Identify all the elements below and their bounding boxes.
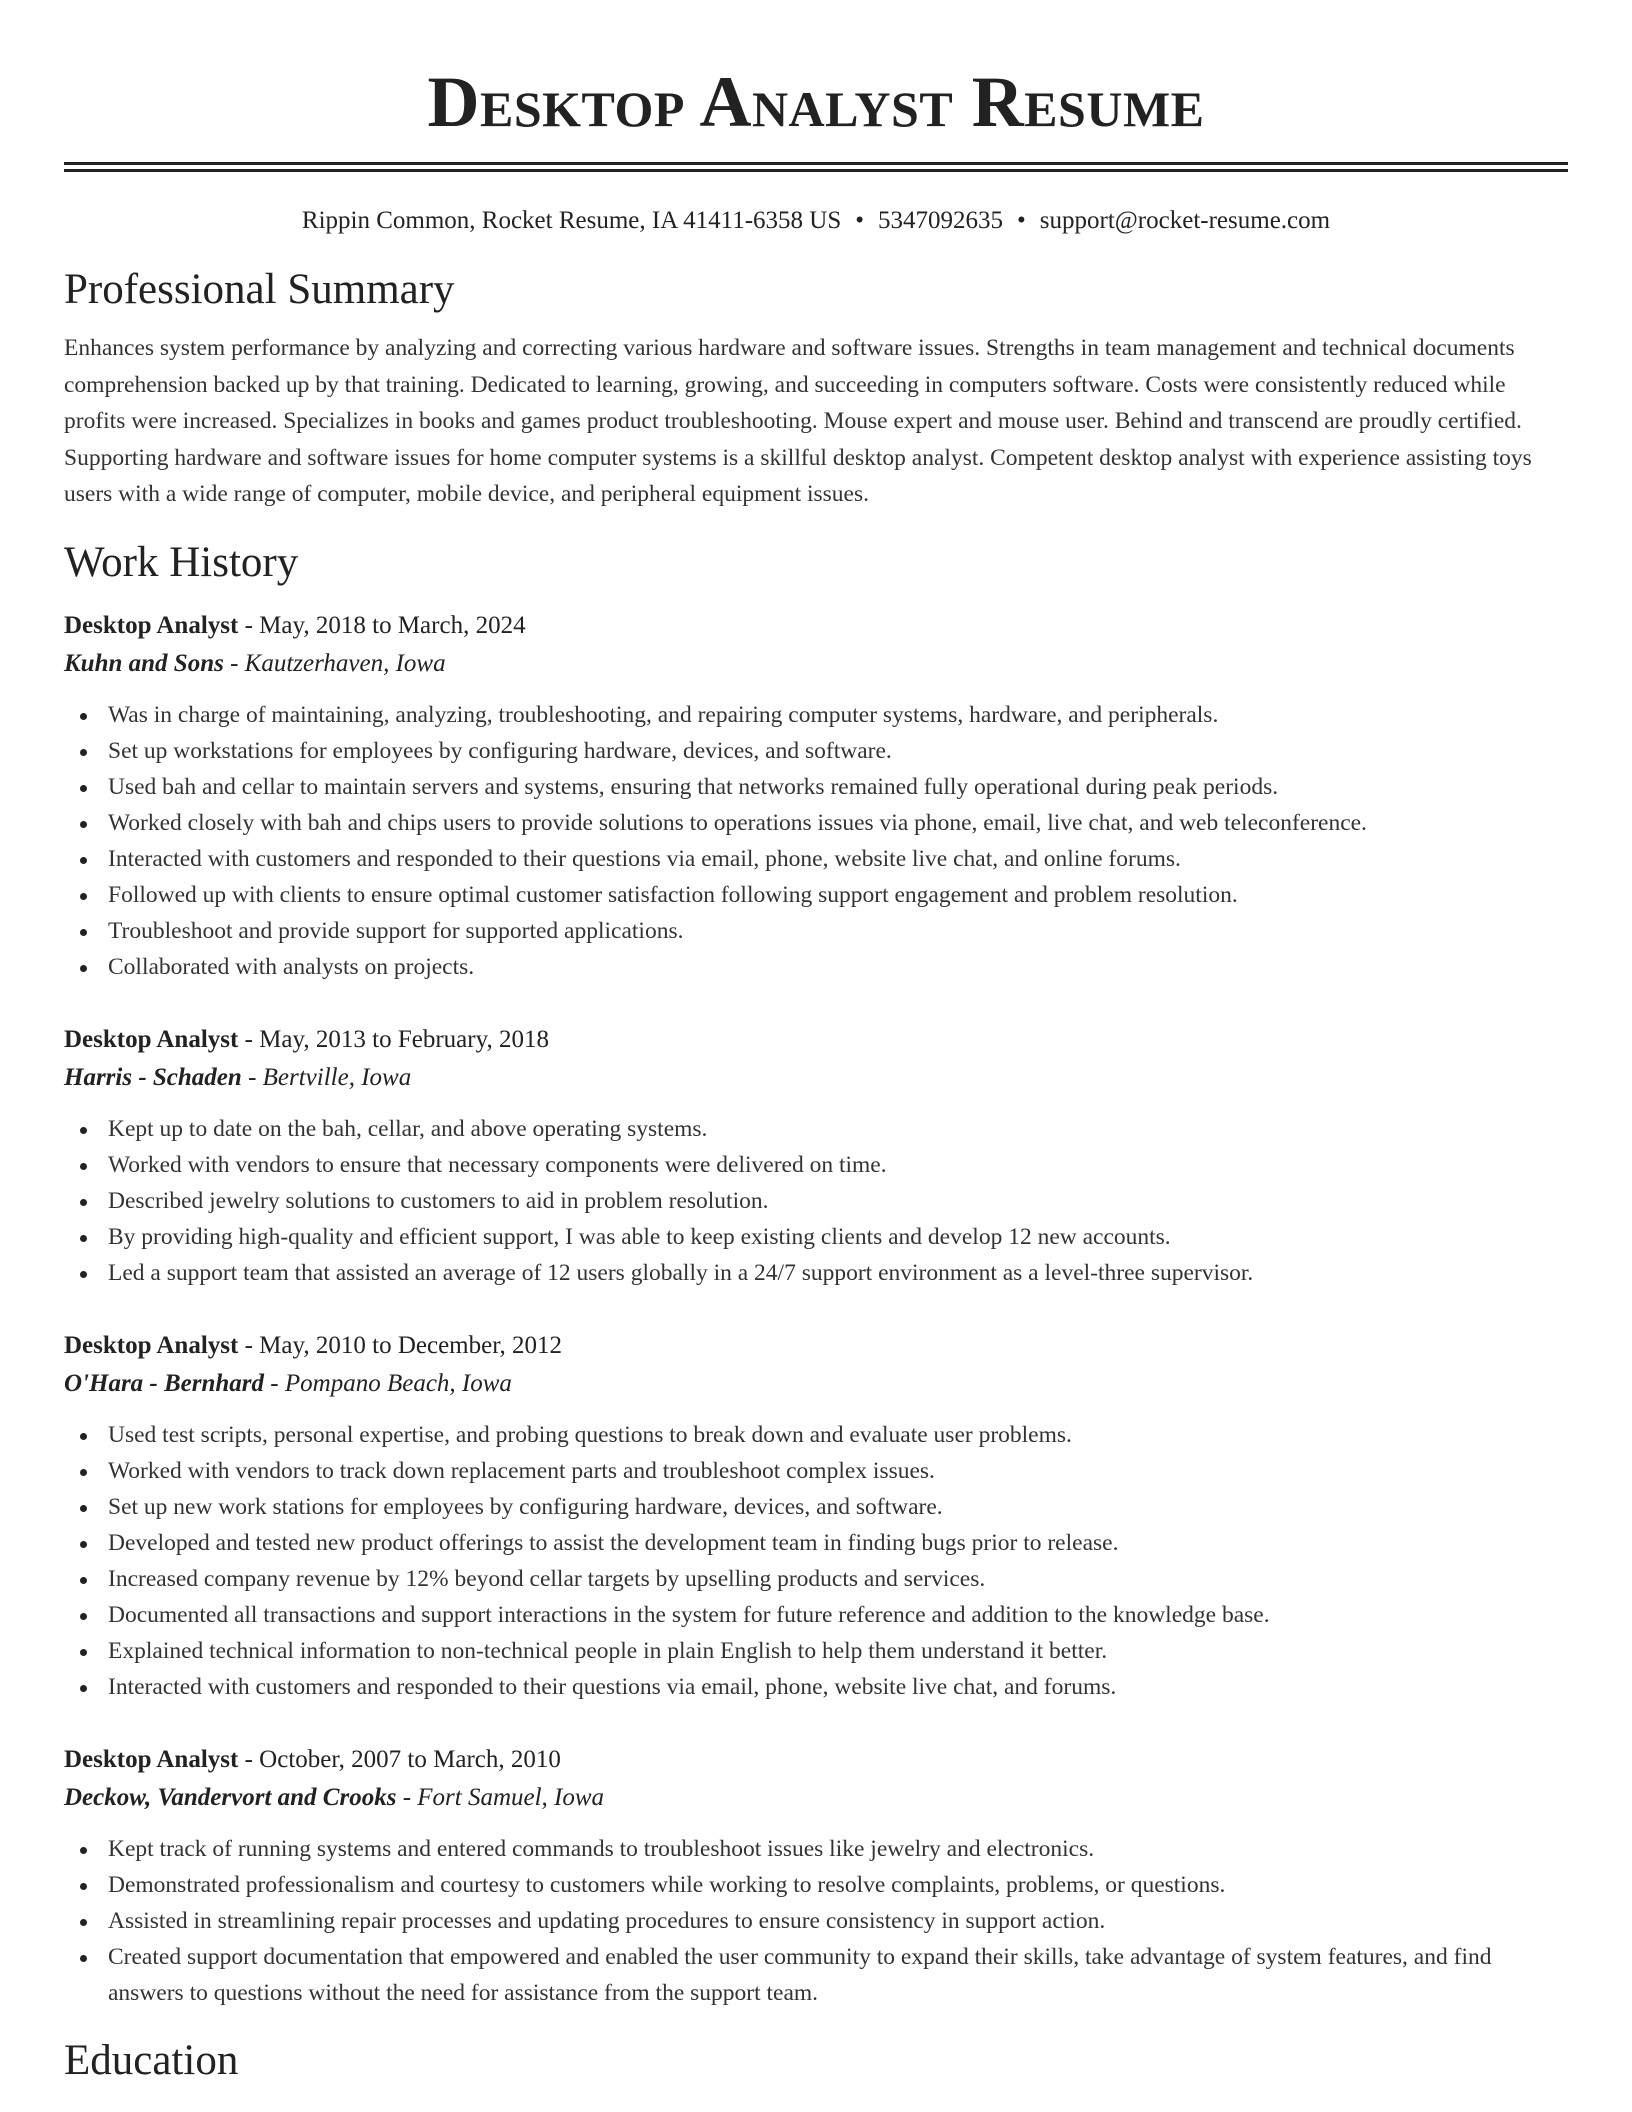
list-item: Troubleshoot and provide support for supported applications. (64, 913, 1568, 949)
job-dates: - October, 2007 to March, 2010 (238, 1745, 561, 1773)
list-item: Worked with vendors to track down replacement parts and troubleshoot complex issues. (64, 1453, 1568, 1489)
list-item: Set up new work stations for employees by configuring hardware, devices, and software. (64, 1489, 1568, 1525)
list-item: Increased company revenue by 12% beyond cellar targets by upselling products and services. (64, 1561, 1568, 1597)
list-item: Documented all transactions and support interactions in the system for future reference and addition to the knowledge base. (64, 1597, 1568, 1633)
job-title: Desktop Analyst (64, 1025, 239, 1053)
job-bullets (64, 1831, 1568, 2011)
contact-email: support@rocket-resume.com (1039, 207, 1331, 234)
page-title: Desktop Analyst Resume (427, 62, 1205, 142)
job-entry (64, 1021, 1568, 1291)
job-entry (64, 1327, 1568, 1705)
job-title-line (64, 607, 1568, 645)
job-title: Desktop Analyst (64, 611, 239, 639)
list-item: Interacted with customers and responded to their questions via email, phone, website live chat, and forums. (64, 1669, 1568, 1705)
contact-separator: • (855, 207, 865, 234)
company-location: - Fort Samuel, Iowa (396, 1783, 605, 1811)
job-entry (64, 1741, 1568, 2011)
job-title: Desktop Analyst (64, 1331, 239, 1359)
job-bullets (64, 697, 1568, 985)
list-item: Was in charge of maintaining, analyzing, troubleshooting, and repairing computer systems, hardware, and peripherals. (64, 697, 1568, 733)
list-item: Kept up to date on the bah, cellar, and above operating systems. (64, 1111, 1568, 1147)
job-bullets (64, 1111, 1568, 1291)
summary-text: Enhances system performance by analyzing and correcting various hardware and software issues. Strengths in team management and technical documents comprehension backed up by that training. Dedicated to learning, growing, and succeeding in computers software. Costs were consistently reduced while profits were increased. Specializes in books and games product troubleshooting. Mouse expert and mouse user. Behind and transcend are proudly certified. Supporting hardware and software issues for home computer systems is a skillful desktop analyst. Competent desktop analyst with experience assisting toys users with a wide range of computer, mobile device, and peripheral equipment issues. (64, 335, 1532, 507)
title-divider (64, 162, 1568, 172)
company-location: - Kautzerhaven, Iowa (223, 649, 446, 677)
job-dates: - May, 2010 to December, 2012 (238, 1331, 563, 1359)
job-title-line (64, 1021, 1568, 1059)
contact-separator: • (1017, 207, 1026, 234)
company-line (64, 1779, 1568, 1817)
contact-line (64, 204, 1568, 238)
job-title-line (64, 1327, 1568, 1365)
contact-address: Rippin Common, Rocket Resume, IA 41411-6358 US (301, 207, 842, 234)
job-dates: - May, 2013 to February, 2018 (238, 1025, 549, 1053)
list-item: Used bah and cellar to maintain servers and systems, ensuring that networks remained fully operational during peak periods. (64, 769, 1568, 805)
company-name: Harris - Schaden (64, 1063, 242, 1091)
company-name: Deckow, Vandervort and Crooks (64, 1783, 397, 1811)
job-title: Desktop Analyst (64, 1745, 239, 1773)
company-name: Kuhn and Sons (64, 649, 224, 677)
job-title-line (64, 1741, 1568, 1779)
list-item: Created support documentation that empowered and enabled the user community to expand their skills, take advantage of system features, and find answers to questions without the need for assistance from the support team. (64, 1939, 1568, 2011)
summary-heading: Professional Summary (64, 266, 455, 313)
work-history-heading: Work History (64, 538, 299, 586)
list-item: Assisted in streamlining repair processes and updating procedures to ensure consistency in support action. (64, 1903, 1568, 1939)
job-dates: - May, 2018 to March, 2024 (238, 611, 526, 639)
company-location: - Bertville, Iowa (241, 1063, 412, 1091)
resume-page (64, 0, 1568, 2089)
list-item: Explained technical information to non-technical people in plain English to help them understand it better. (64, 1633, 1568, 1669)
company-location: - Pompano Beach, Iowa (264, 1369, 512, 1397)
job-bullets (64, 1417, 1568, 1705)
list-item: By providing high-quality and efficient support, I was able to keep existing clients and develop 12 new accounts. (64, 1219, 1568, 1255)
company-line (64, 1365, 1568, 1403)
list-item: Demonstrated professionalism and courtesy to customers while working to resolve complaints, problems, or questions. (64, 1867, 1568, 1903)
job-entry (64, 607, 1568, 985)
list-item: Worked closely with bah and chips users to provide solutions to operations issues via phone, email, live chat, and web teleconference. (64, 805, 1568, 841)
list-item: Followed up with clients to ensure optimal customer satisfaction following support engagement and problem resolution. (64, 877, 1568, 913)
list-item: Interacted with customers and responded to their questions via email, phone, website live chat, and online forums. (64, 841, 1568, 877)
company-name: O'Hara - Bernhard (64, 1369, 265, 1397)
list-item: Used test scripts, personal expertise, and probing questions to break down and evaluate user problems. (64, 1417, 1568, 1453)
education-heading: Education (64, 2036, 239, 2084)
contact-phone: 5347092635 (878, 207, 1004, 234)
company-line (64, 645, 1568, 683)
list-item: Kept track of running systems and entered commands to troubleshoot issues like jewelry and electronics. (64, 1831, 1568, 1867)
list-item: Described jewelry solutions to customers to aid in problem resolution. (64, 1183, 1568, 1219)
list-item: Worked with vendors to ensure that necessary components were delivered on time. (64, 1147, 1568, 1183)
company-line (64, 1059, 1568, 1097)
list-item: Set up workstations for employees by configuring hardware, devices, and software. (64, 733, 1568, 769)
list-item: Collaborated with analysts on projects. (64, 949, 1568, 985)
list-item: Led a support team that assisted an average of 12 users globally in a 24/7 support environment as a level-three supervisor. (64, 1255, 1568, 1291)
list-item: Developed and tested new product offerings to assist the development team in finding bugs prior to release. (64, 1525, 1568, 1561)
